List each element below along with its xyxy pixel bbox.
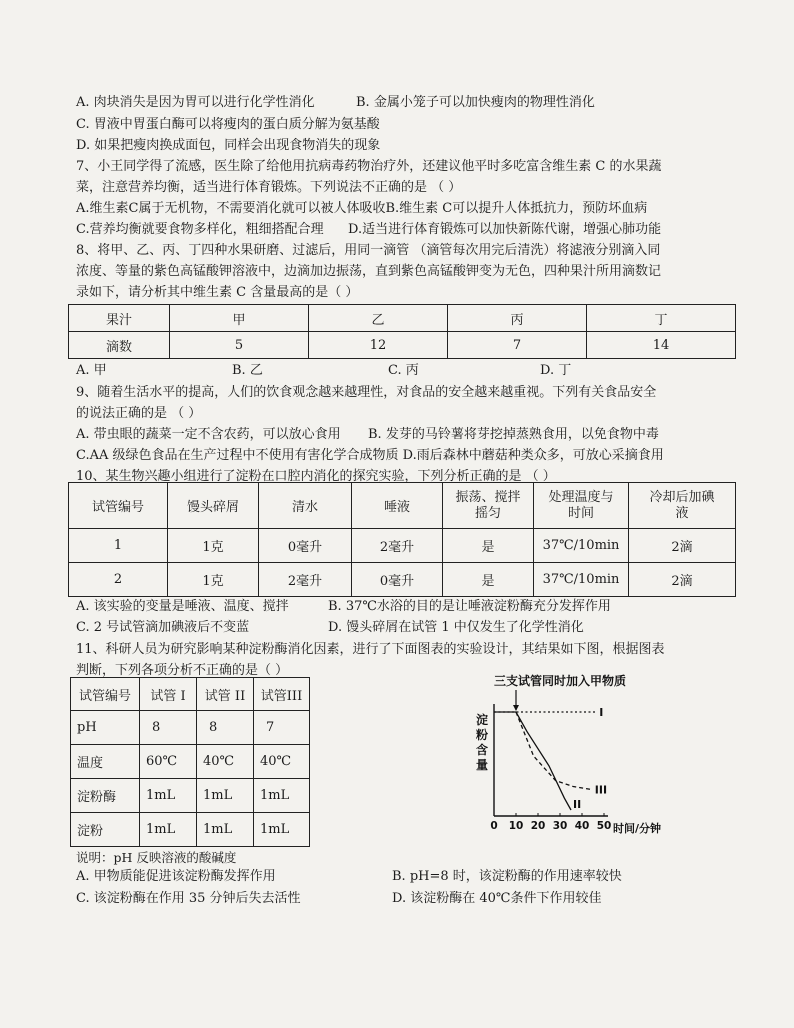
table-cell: 7 — [254, 711, 310, 745]
q8-juice-table — [68, 304, 736, 359]
q11-starch-chart — [468, 672, 678, 838]
table-cell: 8 — [197, 711, 254, 745]
q6-option-c: C. 胃液中胃蛋白酶可以将瘦肉的蛋白质分解为氨基酸 — [76, 117, 380, 132]
table-cell: 1 — [69, 529, 168, 563]
q10-stem: 10、某生物兴趣小组进行了淀粉在口腔内消化的探究实验，下列分析正确的是 （ ） — [76, 469, 556, 484]
table-cell: 1mL — [197, 779, 254, 813]
table-cell: 试管 II — [197, 678, 254, 711]
q11-stem-line1: 11、科研人员为研究影响某种淀粉酶消化因素，进行了下面图表的实验设计，其结果如下图，根据图表 — [76, 642, 665, 657]
q8-stem-line3: 录如下，请分析其中维生素 C 含量最高的是（ ） — [76, 285, 359, 300]
table-cell: 40℃ — [197, 745, 254, 779]
chart-xlabel: 时间/分钟 — [613, 822, 662, 835]
table-cell: 1mL — [254, 779, 310, 813]
table-cell: 是 — [443, 529, 534, 563]
x-tick-label: 10 — [508, 820, 524, 832]
q8-option-a: A. 甲 — [76, 363, 107, 378]
table-cell: 唾液 — [352, 483, 443, 529]
q8-option-d: D. 丁 — [540, 363, 572, 378]
q10-option-d: D. 馒头碎屑在试管 1 中仅发生了化学性消化 — [328, 620, 584, 635]
q9-options-cd: C.AA 级绿色食品在生产过程中不使用有害化学合成物质 D.雨后森林中蘑菇种类众多，可放心采摘食用 — [76, 448, 664, 463]
table-cell: 乙 — [309, 305, 448, 332]
chart-series — [494, 706, 607, 811]
q9-stem-line2: 的说法正确的是 （ ） — [76, 406, 202, 421]
series-label-ii: II — [573, 798, 582, 811]
q7-stem-line1: 7、小王同学得了流感，医生除了给他用抗病毒药物治疗外，还建议他平时多吃富含维生素 C 的水果蔬 — [76, 159, 662, 174]
table-cell: 丁 — [587, 305, 736, 332]
table-cell: 1克 — [168, 563, 259, 597]
table-cell: 试管III — [254, 678, 310, 711]
table-cell: 冷却后加碘 液 — [629, 483, 736, 529]
table-cell: 5 — [170, 332, 309, 359]
x-tick-label: 0 — [490, 820, 498, 832]
q7-option-c: C.营养均衡就要食物多样化，粗细搭配合理 — [76, 222, 324, 237]
table-row — [71, 745, 310, 779]
chart-ylabel — [475, 712, 488, 772]
table-cell: 37℃/10min — [534, 529, 629, 563]
table-row — [69, 332, 736, 359]
x-tick-label: 40 — [574, 820, 590, 832]
table-cell: 1mL — [197, 813, 254, 847]
table-cell: 试管编号 — [69, 483, 168, 529]
chart-title: 三支试管同时加入甲物质 — [494, 674, 627, 688]
table-cell: 37℃/10min — [534, 563, 629, 597]
table-cell: 淀粉 — [71, 813, 140, 847]
table-header-row — [69, 483, 736, 529]
table-cell: 0毫升 — [352, 563, 443, 597]
table-cell: 2 — [69, 563, 168, 597]
table-cell: 0毫升 — [259, 529, 352, 563]
table-cell: 振荡、搅拌 摇匀 — [443, 483, 534, 529]
table-cell: 8 — [140, 711, 197, 745]
table-cell: 丙 — [448, 305, 587, 332]
q6-option-a: A. 肉块消失是因为胃可以进行化学性消化 — [76, 95, 315, 110]
table-cell: 2滴 — [629, 563, 736, 597]
x-tick-label: 30 — [552, 820, 568, 832]
table-row — [69, 563, 736, 597]
table-header-row — [69, 305, 736, 332]
table-cell: 处理温度与 时间 — [534, 483, 629, 529]
table-cell: 试管编号 — [71, 678, 140, 711]
table-cell: 是 — [443, 563, 534, 597]
series-label-iii: III — [594, 783, 608, 797]
q8-stem-line1: 8、将甲、乙、丙、丁四种水果研磨、过滤后，用同一滴管 （滴管每次用完后清洗）将滤液分别滴入同 — [76, 243, 661, 258]
series-line-iii — [516, 712, 591, 789]
x-tick-label: 50 — [596, 820, 612, 832]
table-cell: 12 — [309, 332, 448, 359]
event-marker-arrow — [513, 705, 519, 711]
q8-option-c: C. 丙 — [388, 363, 419, 378]
q10-option-a: A. 该实验的变量是唾液、温度、搅拌 — [76, 599, 289, 614]
table-cell: 果汁 — [69, 305, 170, 332]
table-cell: 14 — [587, 332, 736, 359]
table-row — [71, 711, 310, 745]
q7-options-ab: A.维生素C属于无机物，不需要消化就可以被人体吸收B.维生素 C可以提升人体抵抗力，预防坏血病 — [76, 201, 648, 216]
q11-stem-line2: 判断，下列各项分析不正确的是（ ） — [76, 663, 289, 678]
table-cell: 2滴 — [629, 529, 736, 563]
x-tick-label: 20 — [530, 820, 546, 832]
q11-note: 说明：pH 反映溶液的酸碱度 — [76, 850, 237, 865]
table-cell: 1mL — [140, 813, 197, 847]
table-cell: 1mL — [140, 779, 197, 813]
q9-option-a: A. 带虫眼的蔬菜一定不含农药，可以放心食用 — [76, 427, 341, 442]
q6-option-b: B. 金属小笼子可以加快瘦肉的物理性消化 — [356, 95, 595, 110]
q7-option-d: D.适当进行体育锻炼可以加快新陈代谢，增强心肺功能 — [348, 222, 662, 237]
q9-option-b: B. 发芽的马铃薯将芽挖掉蒸熟食用，以免食物中毒 — [368, 427, 659, 442]
q11-option-d: D. 该淀粉酶在 40℃条件下作用较佳 — [392, 891, 602, 906]
chart-ylabel-char: 含 — [476, 743, 489, 757]
table-cell: 甲 — [170, 305, 309, 332]
q7-stem-line2: 菜，注意营养均衡，适当进行体育锻炼。下列说法不正确的是 （ ） — [76, 180, 462, 195]
q11-conditions-table — [70, 677, 310, 847]
table-row — [71, 779, 310, 813]
table-cell: 馒头碎屑 — [168, 483, 259, 529]
chart-ylabel-char: 粉 — [476, 728, 489, 742]
table-cell: 2毫升 — [352, 529, 443, 563]
chart-ylabel-char: 淀 — [476, 713, 489, 727]
table-cell: 1mL — [254, 813, 310, 847]
series-line-ii — [494, 712, 571, 810]
q11-option-c: C. 该淀粉酶在作用 35 分钟后失去活性 — [76, 891, 301, 906]
q6-option-d: D. 如果把瘦肉换成面包，同样会出现食物消失的现象 — [76, 138, 381, 153]
table-cell: 淀粉酶 — [71, 779, 140, 813]
q11-option-b: B. pH=8 时，该淀粉酶的作用速率较快 — [392, 869, 622, 884]
q8-option-b: B. 乙 — [232, 363, 263, 378]
q10-option-c: C. 2 号试管滴加碘液后不变蓝 — [76, 620, 250, 635]
table-header-row — [71, 678, 310, 711]
series-label-i: I — [599, 706, 604, 719]
table-row — [71, 813, 310, 847]
table-cell: 温度 — [71, 745, 140, 779]
table-cell: 2毫升 — [259, 563, 352, 597]
chart-ylabel-char: 量 — [476, 758, 489, 772]
table-cell: 40℃ — [254, 745, 310, 779]
table-cell: 7 — [448, 332, 587, 359]
q10-experiment-table — [68, 482, 736, 597]
table-cell: 清水 — [259, 483, 352, 529]
table-cell: 1克 — [168, 529, 259, 563]
q9-stem-line1: 9、随着生活水平的提高，人们的饮食观念越来越理性，对食品的安全越来越重视。下列有关食品安全 — [76, 385, 657, 400]
table-row — [69, 529, 736, 563]
q8-stem-line2: 浓度、等量的紫色高锰酸钾溶液中，边滴加边振荡，直到紫色高锰酸钾变为无色，四种果汁所用滴数记 — [76, 264, 662, 279]
table-cell: pH — [71, 711, 140, 745]
table-cell: 试管 I — [140, 678, 197, 711]
table-cell: 60℃ — [140, 745, 197, 779]
chart-axes — [494, 690, 608, 816]
table-cell: 滴数 — [69, 332, 170, 359]
q11-option-a: A. 甲物质能促进该淀粉酶发挥作用 — [76, 869, 276, 884]
q10-option-b: B. 37℃水浴的目的是让唾液淀粉酶充分发挥作用 — [328, 599, 611, 614]
